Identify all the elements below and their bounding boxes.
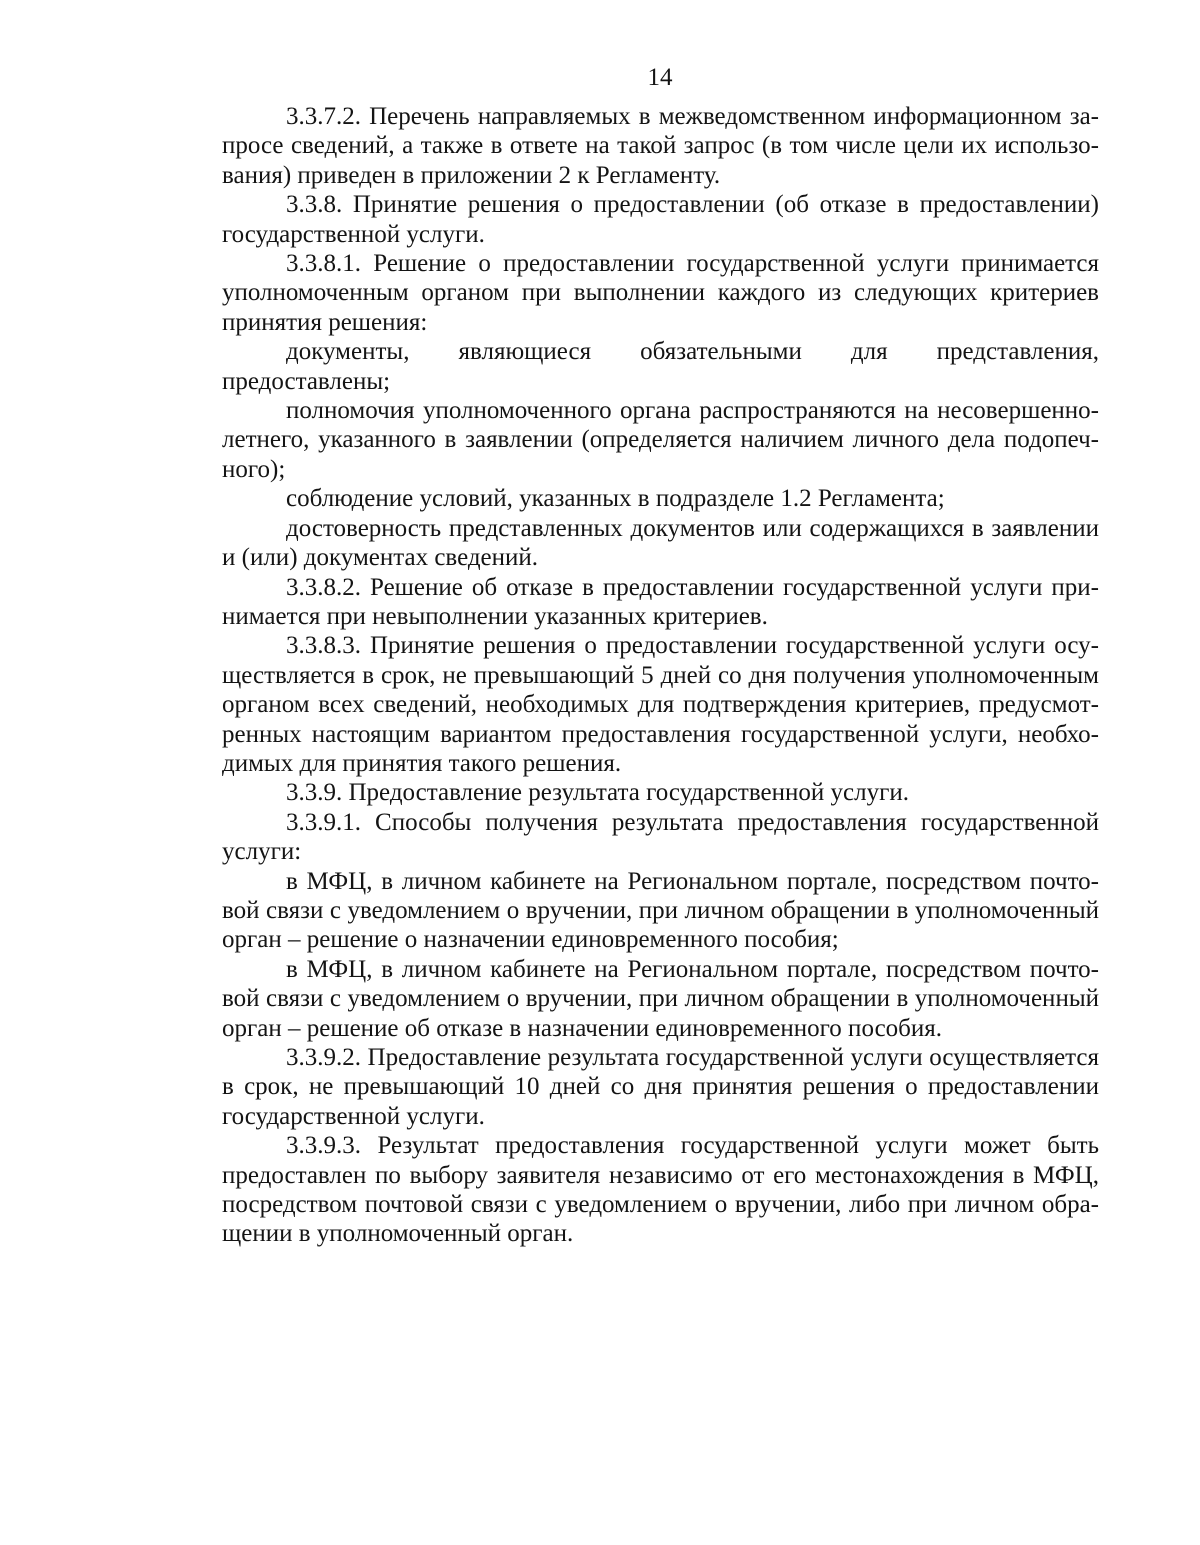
paragraph-3-3-9: 3.3.9. Предоставление результата государственной услуги. [286,779,909,807]
paragraph-3-3-8-1: 3.3.8.1. Решение о предоставлении государственной услуги принимается уполномоченным органом при выполнении каждого из следующих критериев принятия решения: [222,250,1099,336]
paragraph-3-3-9-2: 3.3.9.2. Предоставление результата государственной услуги осуществляется в срок, не превышающий 10 дней со дня принятия решения о предоставлении государственной услуги. [222,1044,1099,1130]
paragraph-3-3-8: 3.3.8. Принятие решения о предоставлении (об отказе в предоставлении) государственной услуги. [222,191,1099,248]
criterion-authority-scope: полномочия уполномоченного органа распространяются на несовершеннолетнего, указанного в заявлении (определяется наличием личного дела подопечного); [222,397,1099,483]
paragraph-3-3-9-1: 3.3.9.1. Способы получения результата предоставления государственной услуги: [222,808,1099,866]
criterion-data-reliability: достоверность представленных документов или содержащихся в заявлении и (или) документах сведений. [222,514,1099,572]
paragraph-3-3-7-2: 3.3.7.2. Перечень направляемых в межведомственном информационном запросе сведений, а также в ответе на такой запрос (в том числе цели их использования) приведен в приложении 2 к Регламенту. [222,103,1099,189]
paragraph-3-3-8-3: 3.3.8.3. Принятие решения о предоставлении государственной услуги осуществляется в срок, не превышающий 5 дней со дня получения уполномоченным органом всех сведений, необходимых для подтверждения критериев, предусмотренных настоящим вариантом предоставления государственной услуги, необходимых для принятия такого решения. [222,632,1099,777]
criterion-documents-provided: документы, являющиеся обязательными для представления, предоставлены; [222,338,1099,395]
paragraph-3-3-9-3: 3.3.9.3. Результат предоставления государственной услуги может быть предоставлен по выбору заявителя независимо от его местонахождения в МФЦ, посредством почтовой связи с уведомлением о вручении, либо при личном обращении в уполномоченный орган. [222,1132,1099,1248]
criterion-conditions-met: соблюдение условий, указанных в подразделе 1.2 Регламента; [286,485,945,513]
paragraph-3-3-8-2: 3.3.8.2. Решение об отказе в предоставлении государственной услуги принимается при невыполнении указанных критериев. [222,573,1099,630]
result-method-refusal: в МФЦ, в личном кабинете на Региональном портале, посредством почтовой связи с уведомлением о вручении, при личном обращении в уполномоченный орган – решение об отказе в назначении единовременного пособия. [222,955,1099,1042]
document-body [222,102,1099,1249]
page-number: 14 [647,64,673,91]
result-method-grant: в МФЦ, в личном кабинете на Региональном портале, посредством почтовой связи с уведомлением о вручении, при личном обращении в уполномоченный орган – решение о назначении единовременного пособия; [222,867,1099,954]
